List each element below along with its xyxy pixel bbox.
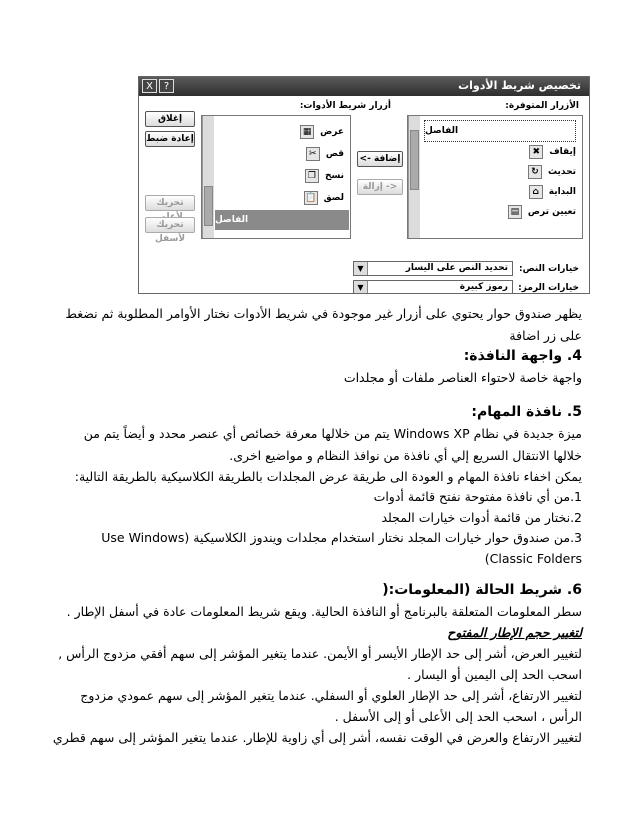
toolbar-buttons-list[interactable] bbox=[201, 115, 351, 239]
refresh-icon: ↻ bbox=[528, 165, 542, 179]
chevron-down-icon: ▼ bbox=[354, 281, 368, 294]
paragraph: الرأس ، اسحب الحد إلى الأعلى أو إلى الأسفل . bbox=[334, 709, 582, 724]
section-heading: 5. نافذة المهام: bbox=[471, 404, 582, 420]
list-item: 2.نختار من قائمة أدوات خيارات المجلد bbox=[381, 510, 582, 525]
paragraph: يمكن اخفاء نافذة المهام و العودة الى طريقة عرض المجلدات بالطريقة الكلاسيكية بالطريقة التالية: bbox=[74, 469, 582, 484]
help-icon[interactable]: ? bbox=[159, 79, 174, 93]
list-item: Classic Folders) bbox=[484, 551, 582, 566]
paragraph: خلالها الانتقال السريع إلي أي نافذة من نوافذ النظام و مواضيع اخرى. bbox=[229, 448, 582, 463]
available-item-separator[interactable]: الفاصل bbox=[424, 120, 576, 142]
paragraph: على زر اضافة bbox=[509, 328, 582, 343]
available-buttons-list[interactable] bbox=[407, 115, 583, 239]
paste-icon: 📋 bbox=[305, 193, 317, 203]
available-item-home[interactable]: البداية ⌂ bbox=[529, 182, 576, 202]
list-item: 3.من صندوق حوار خيارات المجلد نختار استخدام مجلدات ويندوز الكلاسيكية (Use Windows bbox=[101, 530, 582, 545]
paragraph: لتغيير الارتفاع والعرض في الوقت نفسه، أشر إلى أي زاوية للإطار. عندما يتغير المؤشر إلى سهم قطري bbox=[52, 730, 582, 745]
subheading: لتغيير حجم الإطار المفتوح bbox=[447, 625, 582, 640]
paragraph: يظهر صندوق حوار يحتوي على أزرار غير موجودة في شريط الأدوات نختار الأوامر المطلوبة ثم نضغط bbox=[65, 306, 582, 321]
add-button[interactable]: إضافة -> bbox=[357, 151, 403, 167]
paragraph: ميزة جديدة في نظام Windows XP يتم من خلالها معرفة خصائص أي عنصر محدد و أيضاً يتم من bbox=[83, 426, 582, 441]
toolbar-item-copy[interactable]: نسخ ❐ bbox=[305, 166, 344, 186]
chevron-down-icon: ▼ bbox=[354, 262, 368, 275]
paragraph: لتغيير الارتفاع، أشر إلى حد الإطار العلوي أو السفلي. عندما يتغير المؤشر إلى سهم عمودي مزدوج bbox=[80, 688, 582, 703]
toolbar-item-views[interactable]: عرض ▦ bbox=[300, 122, 344, 142]
text-options-label: خيارات النص: bbox=[519, 264, 579, 274]
icon-options-select[interactable]: رموز كبيرة ▼ bbox=[353, 280, 513, 294]
toolbar-item-separator[interactable]: الفاصل bbox=[215, 210, 349, 230]
customize-toolbar-dialog bbox=[138, 76, 590, 294]
stop-icon: ✖ bbox=[529, 145, 543, 159]
views-icon: ▦ bbox=[300, 125, 314, 139]
available-item-map-drive[interactable]: تعيين ترص ▤ bbox=[508, 202, 576, 222]
list-item: 1.من أي نافذة مفتوحة نفتح قائمة أدوات bbox=[373, 489, 582, 504]
cut-icon: ✂ bbox=[306, 147, 320, 161]
reset-button[interactable]: إعادة ضبط bbox=[145, 131, 195, 147]
toolbar-item-cut[interactable]: قص ✂ bbox=[306, 144, 344, 164]
available-item-stop[interactable]: إيقاف ✖ bbox=[529, 142, 576, 162]
close-button[interactable]: إغلاق bbox=[145, 111, 195, 127]
home-icon: ⌂ bbox=[529, 185, 543, 199]
move-up-button[interactable]: تحريك bbox=[145, 195, 195, 211]
toolbar-list-scrollbar[interactable] bbox=[202, 116, 214, 238]
paragraph: سطر المعلومات المتعلقة بالبرنامج أو النافذة الحالية. ويقع شريط المعلومات عادة في أسفل الإطار . bbox=[66, 604, 582, 619]
paragraph: واجهة خاصة لاحتواء العناصر ملفات أو مجلدات bbox=[343, 370, 582, 385]
toolbar-buttons-label: أزرار شريط الأدوات: bbox=[299, 101, 391, 111]
copy-icon: ❐ bbox=[305, 169, 319, 183]
remove-button[interactable]: <- إزالة bbox=[357, 179, 403, 195]
dialog-title: تخصيص شريط الأدوات bbox=[458, 79, 581, 92]
available-buttons-label: الأزرار المتوفرة: bbox=[505, 101, 579, 111]
dialog-title-bar bbox=[139, 77, 589, 96]
icon-options-label: خيارات الرمز: bbox=[518, 283, 579, 293]
text-options-select[interactable]: تحديد النص على اليسار ▼ bbox=[353, 261, 513, 276]
available-item-refresh[interactable]: تحديث ↻ bbox=[528, 162, 576, 182]
paragraph: اسحب الحد إلى اليمين أو اليسار . bbox=[407, 667, 582, 682]
toolbar-item-paste[interactable]: لصق 📋 bbox=[305, 193, 344, 203]
close-icon[interactable]: X bbox=[142, 79, 157, 93]
section-heading: 4. واجهة النافذة: bbox=[463, 348, 582, 364]
map-drive-icon: ▤ bbox=[508, 205, 522, 219]
available-list-scrollbar[interactable] bbox=[408, 116, 420, 238]
section-heading: 6. شريط الحالة (المعلومات:( bbox=[382, 582, 582, 598]
paragraph: لتغيير العرض، أشر إلى حد الإطار الأيسر أو الأيمن. عندما يتغير المؤشر إلى سهم أفقي مزدوج الرأس , bbox=[58, 646, 582, 661]
move-down-button[interactable]: تحريك لأسفل bbox=[145, 217, 195, 233]
